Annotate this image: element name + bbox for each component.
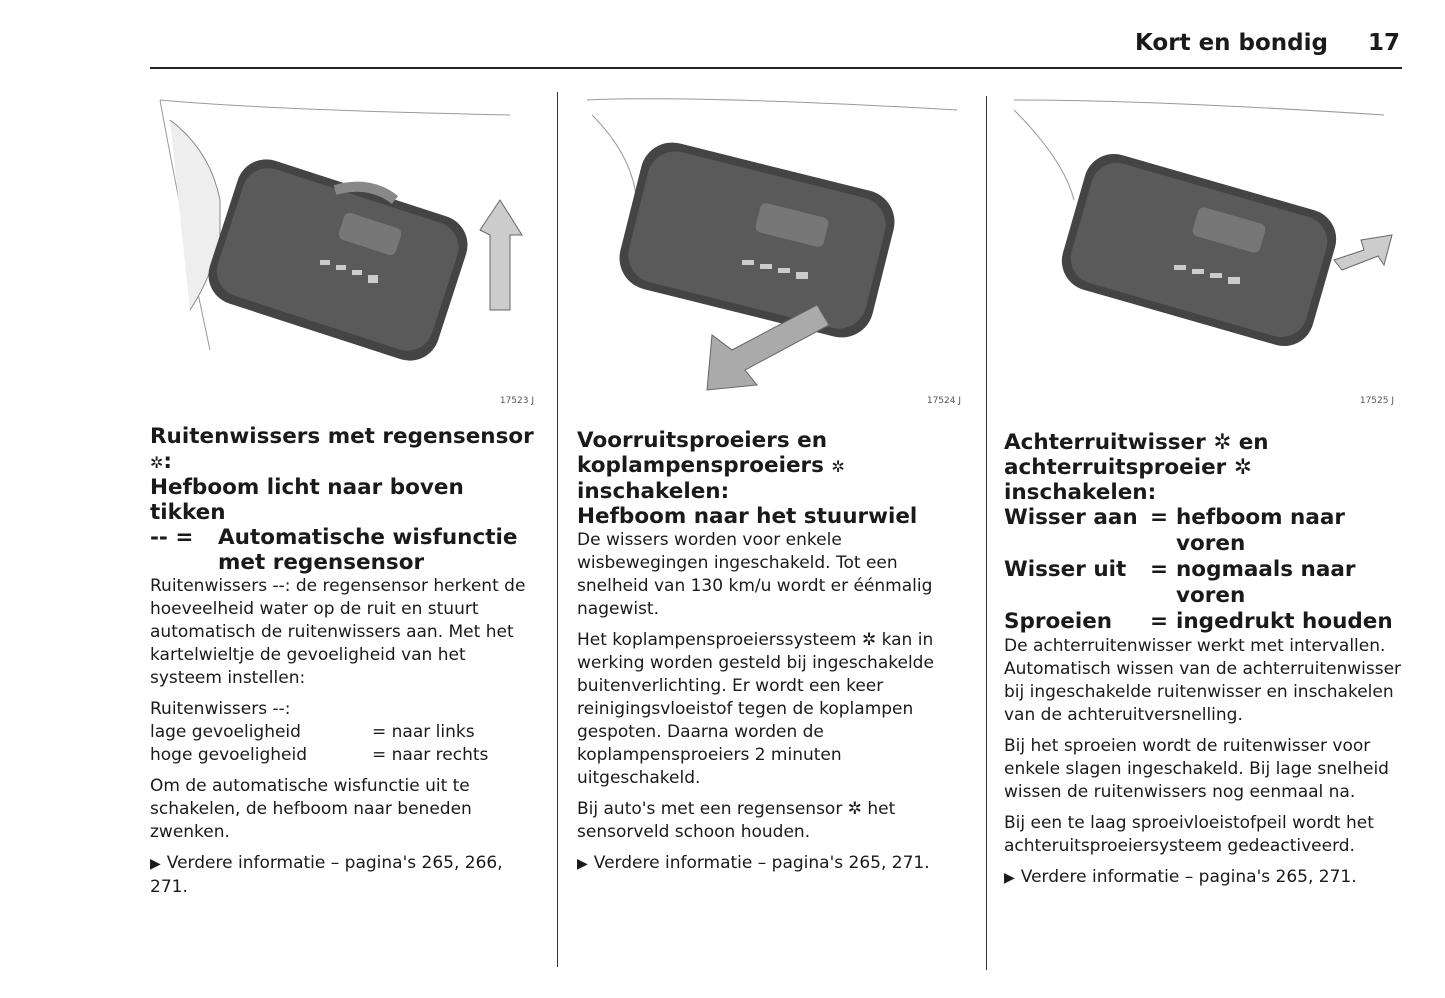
paragraph: Bij auto's met een regensensor ✲ het sensorveld schoon houden. bbox=[577, 799, 896, 842]
text-block bbox=[577, 428, 969, 876]
legend-row bbox=[150, 550, 542, 575]
figure-code: 17524 J bbox=[926, 396, 961, 406]
heading bbox=[150, 424, 542, 475]
spacer bbox=[577, 844, 969, 852]
heading-line: Voorruitsproeiers en bbox=[577, 428, 828, 453]
paragraph: Bij het sproeien wordt de ruitenwisser voor enkele slagen ingeschakeld. Bij lage snelheid wissen de ruitenwissers nog eenmaal na. bbox=[1004, 736, 1389, 802]
more-info-text: Verdere informatie – pagina's 265, 271. bbox=[1020, 867, 1357, 887]
section-title: Kort en bondig bbox=[1135, 30, 1328, 56]
heading-line: inschakelen: bbox=[577, 479, 730, 504]
legend-value: met regensensor bbox=[218, 550, 425, 575]
heading-suffix: : bbox=[163, 449, 173, 474]
heading-line: achterruitsproeier ✲ inschakelen: bbox=[1004, 455, 1252, 505]
paragraph: De achterruitenwisser werkt met intervallen. Automatisch wissen van de achterruitenwisser bij ingeschakelde ruitenwisser en inschakelen van de achteruitversnelling. bbox=[1004, 636, 1402, 725]
washer-icon: ✲ bbox=[831, 457, 845, 476]
spacer bbox=[150, 550, 218, 575]
text-block bbox=[1004, 430, 1402, 890]
setting-row bbox=[150, 721, 542, 744]
wiper-stalk-illustration bbox=[150, 90, 542, 408]
action-value: ingedrukt houden bbox=[1176, 609, 1393, 634]
action-key: Sproeien bbox=[1004, 609, 1113, 634]
paragraph: Bij een te laag sproeivloeistofpeil wordt het achteruitsproeiersysteem gedeactiveerd. bbox=[1004, 813, 1374, 856]
legend-row bbox=[150, 525, 542, 550]
heading-line: koplampensproeiers bbox=[577, 453, 824, 478]
arrow-right-icon: ▶ bbox=[577, 856, 588, 872]
column-divider bbox=[986, 96, 987, 970]
action-row bbox=[1004, 557, 1402, 609]
wiper-stalk-illustration bbox=[577, 90, 969, 408]
action-row bbox=[1004, 609, 1402, 635]
action-key: Wisser uit bbox=[1004, 557, 1127, 582]
column-divider bbox=[557, 92, 558, 967]
action-value: hefboom naar voren bbox=[1176, 505, 1345, 556]
spacer bbox=[150, 844, 542, 852]
page-header bbox=[150, 0, 1402, 80]
page-number: 17 bbox=[1367, 30, 1400, 56]
setting-label: hoge gevoeligheid bbox=[150, 745, 307, 765]
more-info-link[interactable] bbox=[577, 852, 969, 876]
figure-wiper-stalk-pull bbox=[577, 90, 969, 408]
more-info-link[interactable] bbox=[150, 852, 542, 899]
arrow-right-icon: ▶ bbox=[150, 856, 161, 872]
legend-value: Automatische wisfunctie bbox=[218, 525, 518, 550]
paragraph: Ruitenwissers --: bbox=[150, 699, 291, 719]
spacer bbox=[150, 767, 542, 775]
rain-sensor-icon: ✲ bbox=[150, 453, 164, 472]
spacer bbox=[577, 790, 969, 798]
heading bbox=[577, 453, 969, 479]
paragraph: Het koplampensproeierssysteem ✲ kan in werking worden gesteld bij ingeschakelde buitenverlichting. Er wordt een keer reinigingsvloeistof tegen de koplampen gespoten. Daarna worden de koplampensproeiers 2 minuten uitgeschakeld. bbox=[577, 630, 934, 788]
figure-wiper-stalk-forward bbox=[1004, 90, 1402, 408]
setting-label: lage gevoeligheid bbox=[150, 722, 301, 742]
text-block bbox=[150, 424, 542, 899]
setting-value: = naar links bbox=[372, 722, 475, 742]
heading-line: Hefboom licht naar boven tikken bbox=[150, 475, 464, 525]
paragraph: Om de automatische wisfunctie uit te schakelen, de hefboom naar beneden zwenken. bbox=[150, 776, 472, 842]
action-eq: = bbox=[1150, 557, 1169, 582]
action-eq: = bbox=[1150, 609, 1169, 634]
figure-code: 17523 J bbox=[499, 396, 534, 406]
legend-key: -- = bbox=[150, 525, 194, 550]
setting-row bbox=[150, 744, 542, 767]
more-info-link[interactable] bbox=[1004, 866, 1402, 890]
paragraph: De wissers worden voor enkele wisbewegingen ingeschakeld. Tot een snelheid van 130 km/u wordt er éénmalig nagewist. bbox=[577, 530, 933, 619]
header-rule bbox=[150, 67, 1402, 69]
action-value: nogmaals naar voren bbox=[1176, 557, 1356, 608]
more-info-text: Verdere informatie – pagina's 265, 271. bbox=[593, 853, 930, 873]
figure-code: 17525 J bbox=[1359, 396, 1394, 406]
setting-value: = naar rechts bbox=[372, 745, 489, 765]
spacer bbox=[1004, 858, 1402, 866]
heading-line: Ruitenwissers met regensensor bbox=[150, 424, 534, 449]
action-eq: = bbox=[1150, 505, 1169, 530]
wiper-stalk-illustration bbox=[1004, 90, 1402, 408]
action-key: Wisser aan bbox=[1004, 505, 1138, 530]
figure-wiper-stalk-up bbox=[150, 90, 542, 408]
action-row bbox=[1004, 505, 1402, 557]
spacer bbox=[1004, 804, 1402, 812]
heading-line: Hefboom naar het stuurwiel bbox=[577, 504, 918, 529]
paragraph: Ruitenwissers --: de regensensor herkent de hoeveelheid water op de ruit en stuurt automatisch de ruitenwissers aan. Met het kartelwieltje de gevoeligheid van het systeem instellen: bbox=[150, 576, 526, 688]
spacer bbox=[1004, 727, 1402, 735]
heading-line: Achterruitwisser ✲ en bbox=[1004, 430, 1269, 455]
spacer bbox=[577, 621, 969, 629]
spacer bbox=[150, 690, 542, 698]
more-info-text: Verdere informatie – pagina's 265, 266, 271. bbox=[150, 853, 503, 897]
arrow-right-icon: ▶ bbox=[1004, 870, 1015, 886]
